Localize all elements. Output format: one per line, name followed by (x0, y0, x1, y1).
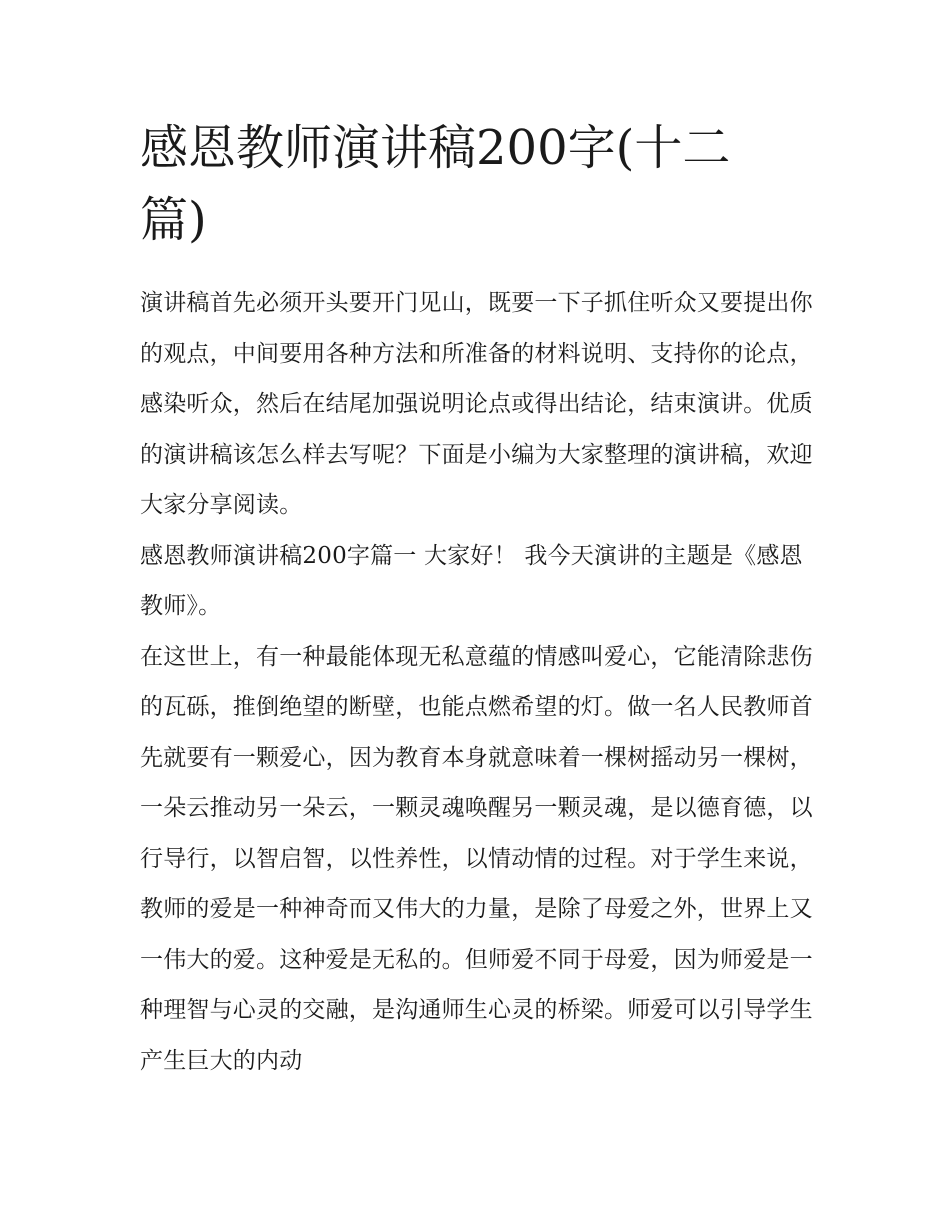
paragraph-speech-body: 在这世上，有一种最能体现无私意蕴的情感叫爱心，它能清除悲伤的瓦砾，推倒绝望的断壁，也能点燃希望的灯。做一名人民教师首先就要有一颗爱心，因为教育本身就意味着一棵树摇动另一棵树，一朵云推动另一朵云，一颗灵魂唤醒另一颗灵魂，是以德育德，以行导行，以智启智，以性养性，以情动情的过程。对于学生来说，教师的爱是一种神奇而又伟大的力量，是除了母爱之外，世界上又一伟大的爱。这种爱是无私的。但师爱不同于母爱，因为师爱是一种理智与心灵的交融，是沟通师生心灵的桥梁。师爱可以引导学生产生巨大的内动 (140, 643, 813, 1074)
document-title: 感恩教师演讲稿200字(十二篇) (140, 120, 731, 248)
paragraph-speech-opening: 感恩教师演讲稿200字篇一 大家好！ 我今天演讲的主题是《感恩教师》。 (140, 542, 803, 619)
document-body (140, 112, 815, 1086)
paragraph-intro: 演讲稿首先必须开头要开门见山，既要一下子抓住听众又要提出你的观点，中间要用各种方法和所准备的材料说明、支持你的论点，感染听众，然后在结尾加强说明论点或得出结论，结束演讲。优质的演讲稿该怎么样去写呢？下面是小编为大家整理的演讲稿，欢迎大家分享阅读。 (140, 290, 813, 518)
